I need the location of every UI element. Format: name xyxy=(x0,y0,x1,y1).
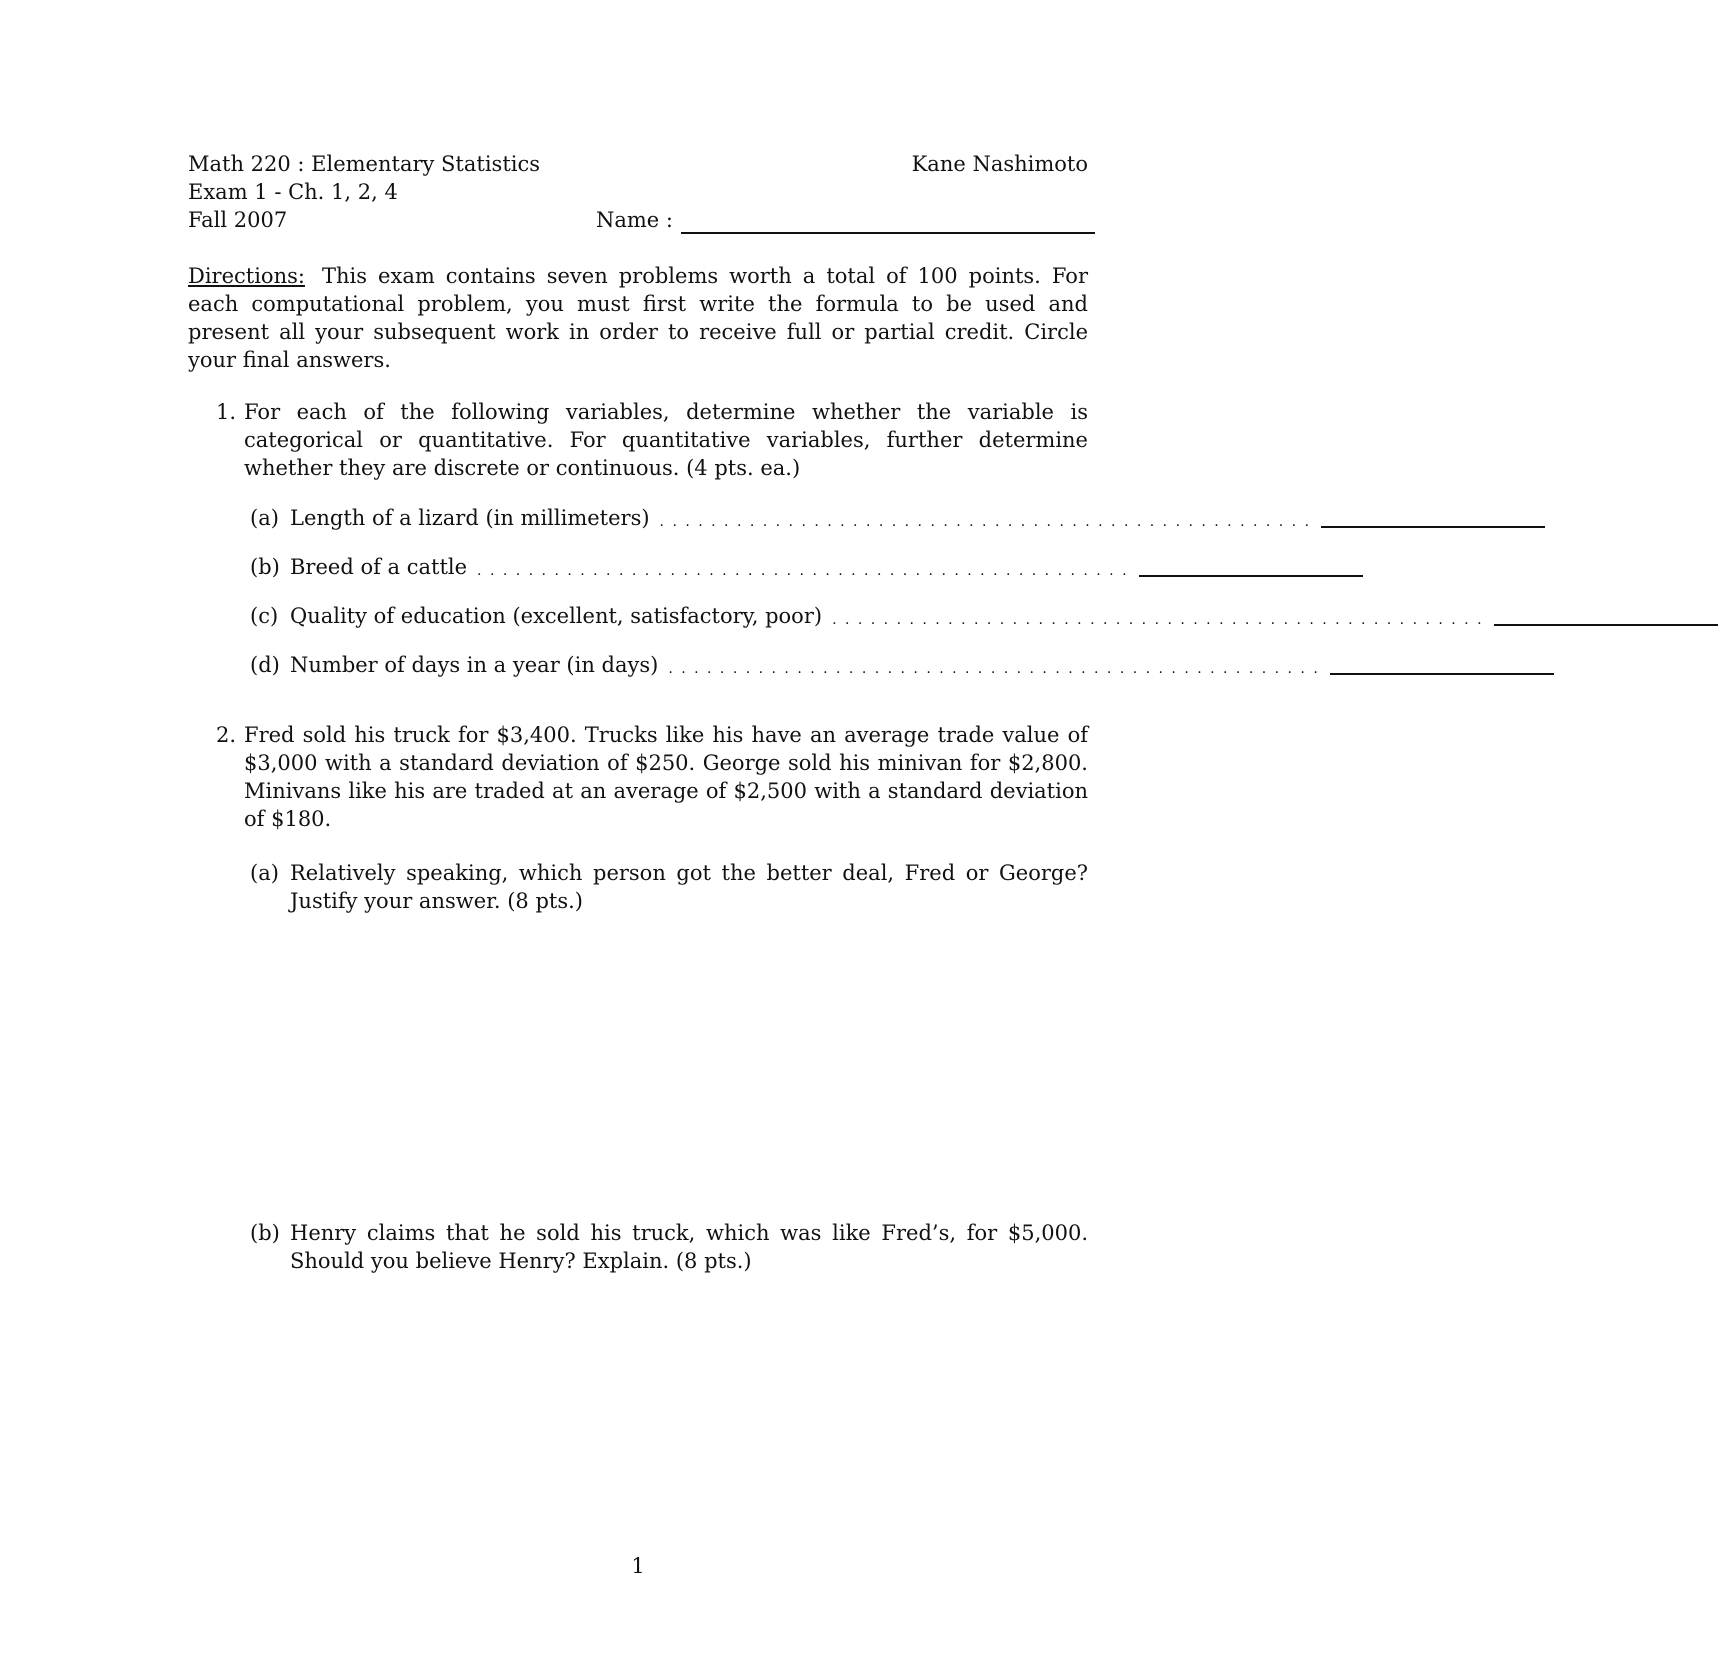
part-text: Quality of education (excellent, satisfactory, poor) xyxy=(290,604,823,628)
part-row xyxy=(250,651,1320,679)
answer-blank-line xyxy=(1139,553,1363,577)
name-field xyxy=(596,206,1095,234)
dot-leader: . . . . . . . . . . . . . . . . . . . . . . . . . . . . . . . . . . . . . . . . . . . . . . . . . . . xyxy=(668,661,1320,677)
name-blank-line xyxy=(681,208,1095,234)
dot-leader: . . . . . . . . . . . . . . . . . . . . . . . . . . . . . . . . . . . . . . . . . . . . . . . . . . . xyxy=(832,612,1484,628)
problem-1 xyxy=(216,398,1484,679)
problem-number: 2. xyxy=(216,723,237,747)
author-name: Kane Nashimoto xyxy=(911,152,1088,176)
exam-page xyxy=(188,150,1484,1590)
exam-title: Exam 1 - Ch. 1, 2, 4 xyxy=(188,180,398,204)
answer-work-space xyxy=(244,915,1088,1219)
part-letter: (c) xyxy=(250,604,279,628)
subpart-a xyxy=(250,859,1088,915)
directions-label: Directions: xyxy=(188,264,305,288)
part-letter: (a) xyxy=(250,861,279,885)
part-row xyxy=(250,504,1312,532)
problem-2 xyxy=(216,721,1088,1275)
part-text: Number of days in a year (in days) xyxy=(290,653,659,677)
page-number: 1 xyxy=(631,1554,645,1578)
directions xyxy=(188,262,1088,374)
part-text: Henry claims that he sold his truck, which was like Fred’s, for $5,000. Should you believe Henry? Explain. (8 pts.) xyxy=(290,1221,1088,1273)
subpart-b xyxy=(250,1219,1088,1275)
part-letter: (a) xyxy=(250,506,279,530)
problem-number: 1. xyxy=(216,400,237,424)
exam-header xyxy=(188,150,1088,234)
answer-blank-line xyxy=(1321,504,1545,528)
directions-text: This exam contains seven problems worth a total of 100 points. For each computational problem, you must first write the formula to be used and present all your subsequent work in order to receive full or partial credit. Circle your final answers. xyxy=(188,264,1088,372)
name-label: Name : xyxy=(596,208,673,232)
answer-blank-line xyxy=(1494,602,1718,626)
part-row xyxy=(250,553,1129,581)
dot-leader: . . . . . . . . . . . . . . . . . . . . . . . . . . . . . . . . . . . . . . . . . . . . . . . . . . . xyxy=(477,563,1129,579)
part-text: Relatively speaking, which person got the better deal, Fred or George? Justify your answer. (8 pts.) xyxy=(290,861,1088,913)
answer-blank-line xyxy=(1330,651,1554,675)
part-letter: (b) xyxy=(250,1221,280,1245)
problem-text: For each of the following variables, determine whether the variable is categorical or quantitative. For quantitative variables, further determine whether they are discrete or continuous. (4 pts. ea.) xyxy=(244,400,1088,480)
course-title: Math 220 : Elementary Statistics xyxy=(188,152,541,176)
part-letter: (d) xyxy=(250,653,280,677)
part-row xyxy=(250,602,1484,630)
problem-text: Fred sold his truck for $3,400. Trucks like his have an average trade value of $3,000 with a standard deviation of $250. George sold his minivan for $2,800. Minivans like his are traded at an average of $2,500 with a standard deviation of $180. xyxy=(244,723,1088,831)
dot-leader: . . . . . . . . . . . . . . . . . . . . . . . . . . . . . . . . . . . . . . . . . . . . . . . . . . . xyxy=(659,514,1312,530)
problem-1-parts xyxy=(250,504,1484,679)
part-text: Length of a lizard (in millimeters) xyxy=(290,506,650,530)
term: Fall 2007 xyxy=(188,208,288,232)
part-letter: (b) xyxy=(250,555,280,579)
part-text: Breed of a cattle xyxy=(290,555,468,579)
